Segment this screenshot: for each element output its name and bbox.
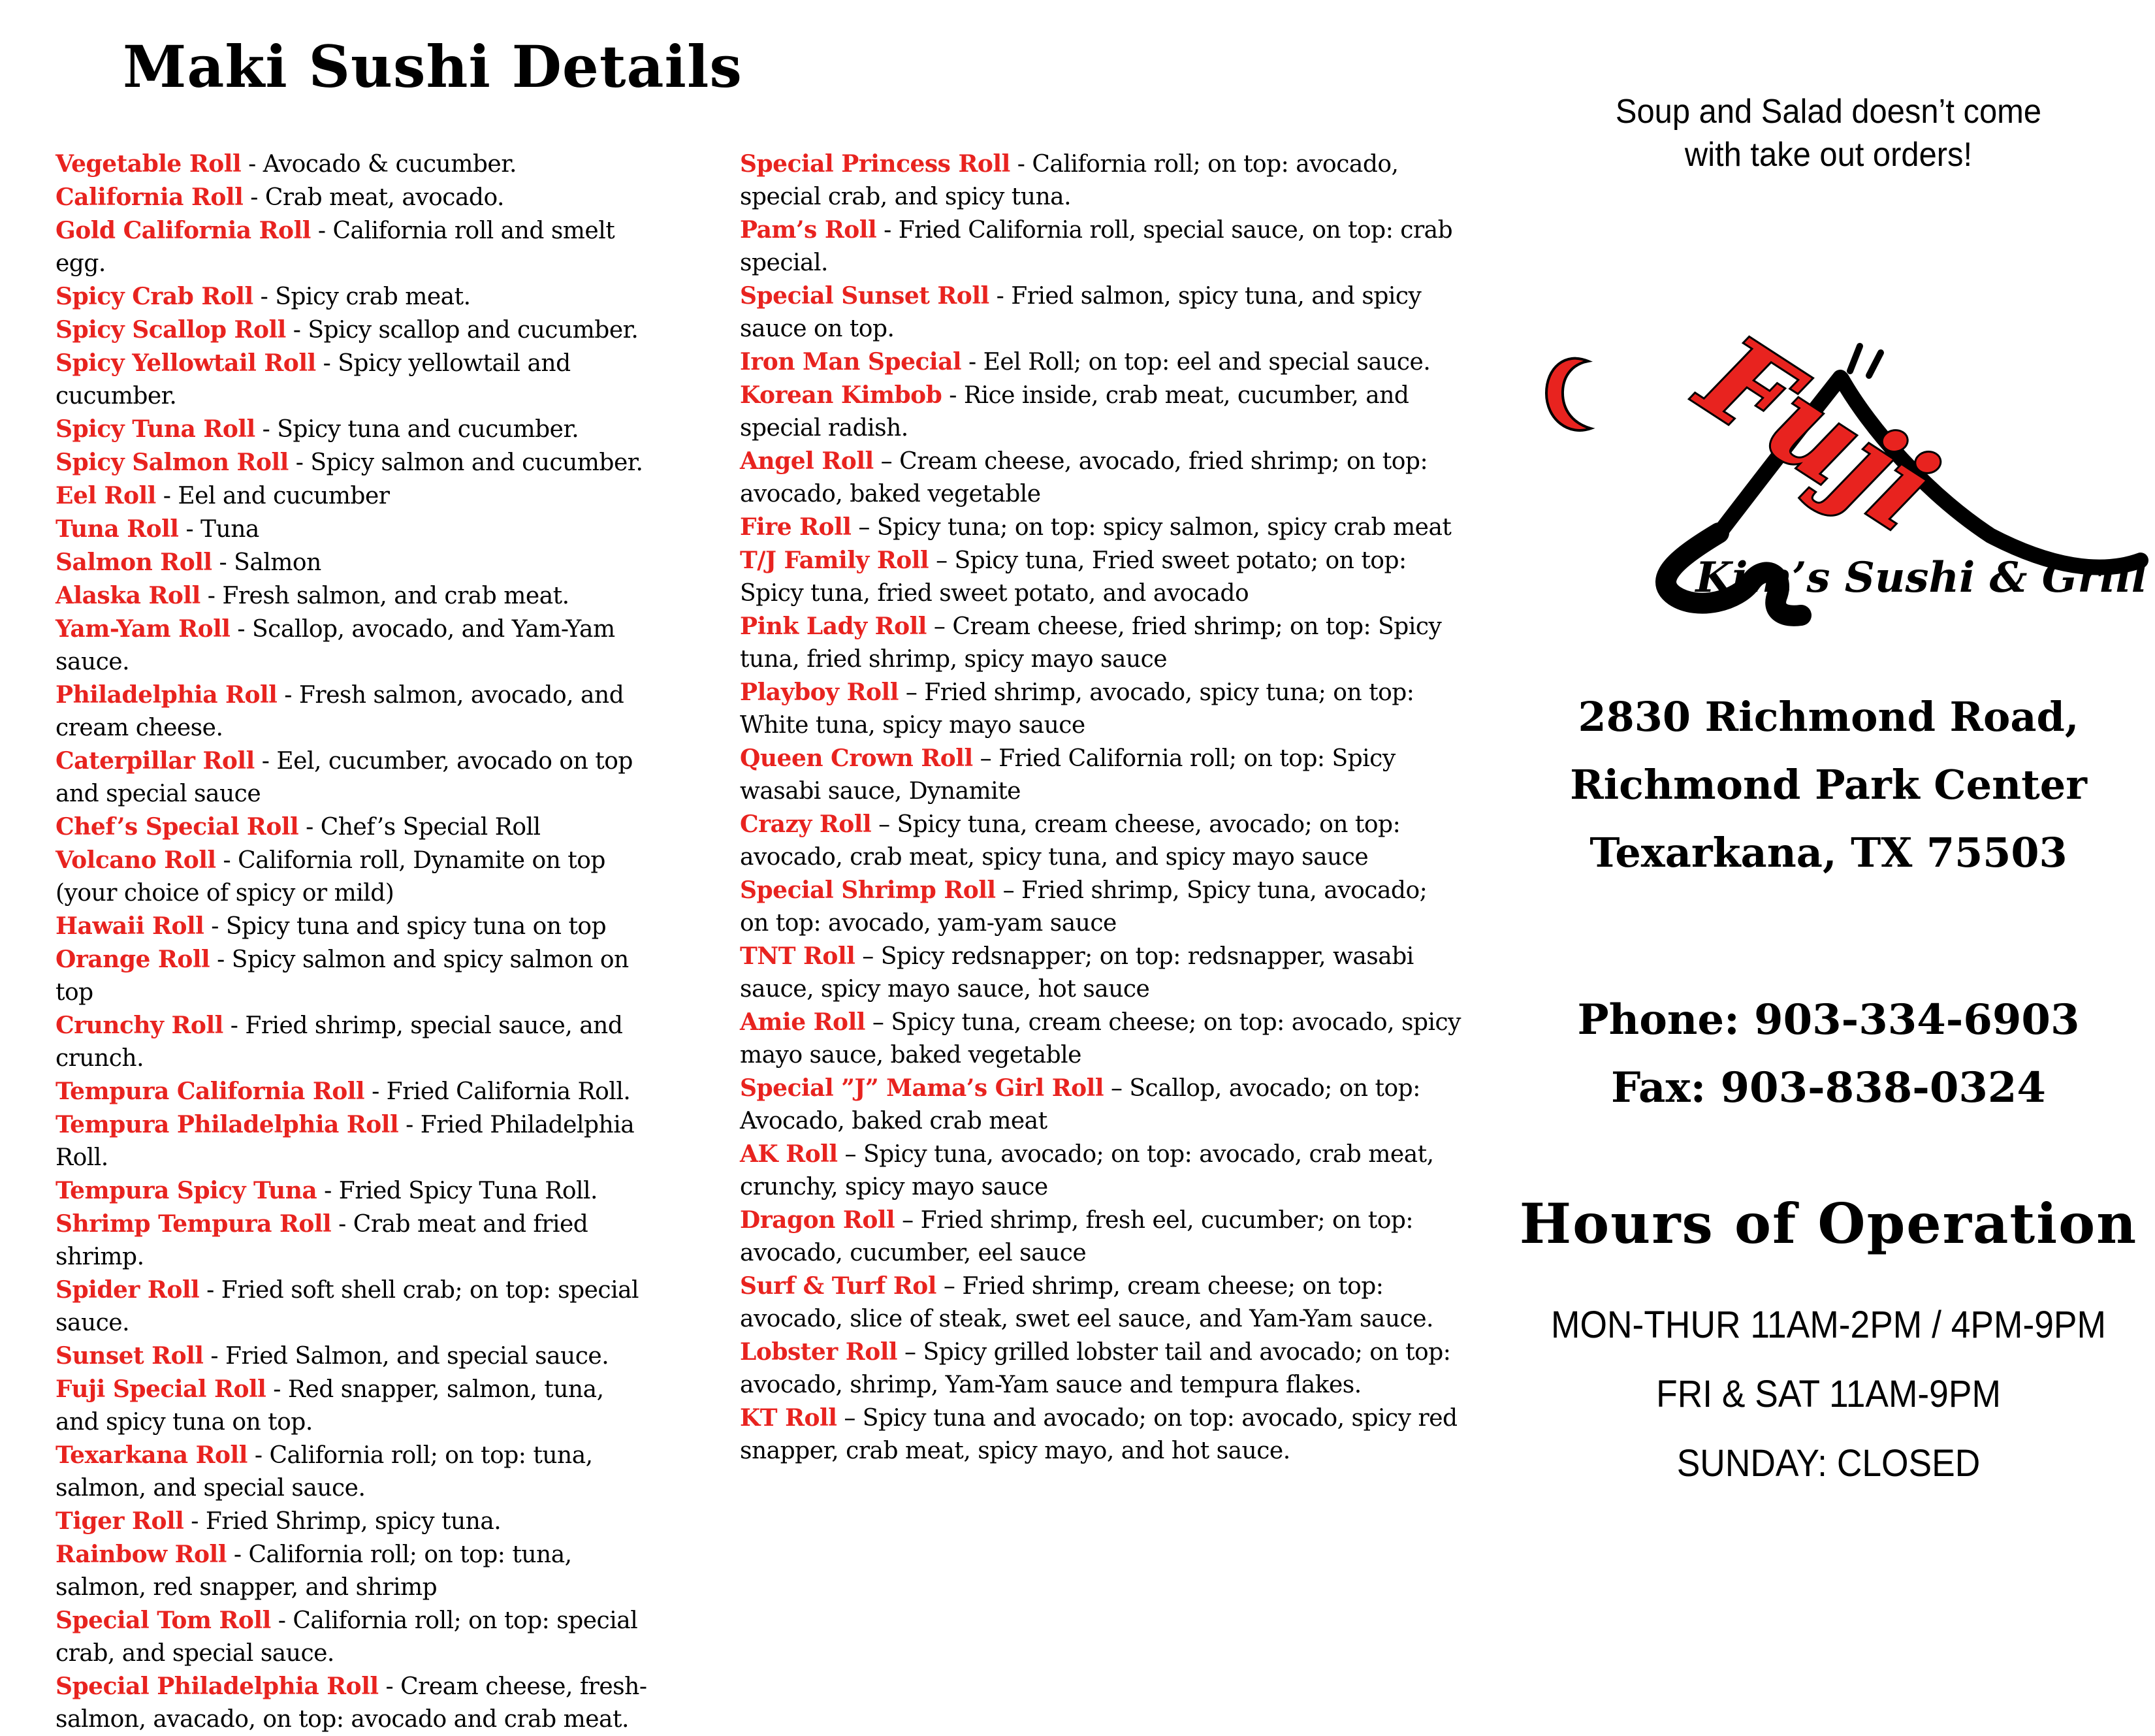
menu-item	[740, 1072, 1461, 1138]
roll-name: Tiger Roll	[56, 1507, 184, 1535]
menu-item	[56, 910, 653, 943]
menu-item	[56, 1538, 653, 1604]
roll-description: - California roll, Dynamite on top (your choice of spicy or mild)	[56, 847, 605, 907]
roll-description: – Fried shrimp, Spicy tuna, avocado; on top: avocado, yam-yam sauce	[740, 877, 1428, 937]
menu-item	[56, 811, 653, 844]
menu-item	[56, 513, 653, 546]
menu-item	[56, 1340, 653, 1373]
menu-item	[56, 313, 653, 347]
address-line: Richmond Park Center	[1570, 761, 2087, 809]
roll-name: Special Tom Roll	[56, 1607, 271, 1634]
page-title: Maki Sushi Details	[123, 33, 742, 101]
roll-name: Texarkana Roll	[56, 1441, 247, 1469]
menu-item	[740, 544, 1461, 610]
roll-name: Tempura Spicy Tuna	[56, 1177, 317, 1204]
roll-name: Tempura California Roll	[56, 1078, 365, 1105]
hours-line: MON-THUR 11AM-2PM / 4PM-9PM	[1551, 1304, 2106, 1346]
menu-item	[56, 214, 653, 280]
roll-name: Rainbow Roll	[56, 1541, 227, 1568]
roll-description: - Red snapper, salmon, tuna, and spicy tuna on top.	[56, 1376, 604, 1436]
menu-item	[56, 579, 653, 613]
roll-name: Fire Roll	[740, 513, 852, 541]
roll-name: Spicy Salmon Roll	[56, 449, 289, 476]
roll-description: - Eel Roll; on top: eel and special sauce.	[968, 349, 1431, 376]
roll-description: - Fresh salmon, and crab meat.	[207, 583, 569, 609]
menu-item	[56, 347, 653, 413]
roll-name: Alaska Roll	[56, 582, 200, 609]
roll-description: - Eel and cucumber	[163, 483, 390, 509]
menu-item	[740, 610, 1461, 676]
address-block	[1502, 683, 2155, 887]
roll-name: Playboy Roll	[740, 679, 899, 706]
roll-description: - California roll; on top: tuna, salmon, and special sauce.	[56, 1442, 593, 1502]
roll-description: - Crab meat and fried shrimp.	[56, 1211, 588, 1270]
menu-item	[56, 1009, 653, 1075]
roll-description: - Spicy crab meat.	[260, 283, 471, 310]
address-line: Texarkana, TX 75503	[1589, 829, 2067, 876]
menu-item	[740, 1204, 1461, 1270]
logo-brand-text: Fuji	[1678, 311, 1958, 558]
roll-name: Tuna Roll	[56, 515, 179, 543]
roll-description: – Fried shrimp, avocado, spicy tuna; on top: White tuna, spicy mayo sauce	[740, 679, 1414, 739]
roll-name: Eel Roll	[56, 482, 156, 509]
menu-item	[56, 745, 653, 811]
roll-name: Shrimp Tempura Roll	[56, 1210, 332, 1238]
menu-item	[56, 1373, 653, 1439]
takeout-notice: Soup and Salad doesn’t come with take out orders!	[1615, 93, 2042, 174]
menu-item	[56, 1274, 653, 1340]
maki-roll-list-left	[56, 148, 653, 1736]
roll-description: - Spicy scallop and cucumber.	[293, 317, 639, 344]
roll-name: Vegetable Roll	[56, 150, 242, 178]
menu-item	[740, 1336, 1461, 1402]
menu-item	[56, 943, 653, 1009]
roll-description: - Fried Salmon, and special sauce.	[210, 1343, 609, 1370]
menu-item	[740, 808, 1461, 874]
menu-item	[56, 1174, 653, 1208]
menu-item	[56, 679, 653, 745]
menu-item	[740, 511, 1461, 544]
fuji-logo	[1502, 280, 2155, 626]
roll-description: – Spicy tuna, cream cheese; on top: avocado, spicy mayo sauce, baked vegetable	[740, 1009, 1461, 1069]
roll-name: KT Roll	[740, 1404, 837, 1432]
roll-description: - Avocado & cucumber.	[248, 151, 517, 178]
menu-item	[740, 676, 1461, 742]
roll-name: Hawaii Roll	[56, 912, 204, 940]
roll-description: - Tuna	[185, 516, 259, 543]
roll-description: – Spicy redsnapper; on top: redsnapper, wasabi sauce, spicy mayo sauce, hot sauce	[740, 943, 1414, 1003]
roll-description: – Cream cheese, avocado, fried shrimp; on top: avocado, baked vegetable	[740, 448, 1428, 507]
roll-name: California Roll	[56, 184, 244, 211]
menu-item	[56, 1670, 653, 1736]
roll-description: – Spicy tuna and avocado; on top: avocado, spicy red snapper, crab meat, spicy mayo, and hot sauce.	[740, 1405, 1458, 1464]
roll-name: Tempura Philadelphia Roll	[56, 1111, 399, 1138]
roll-name: AK Roll	[740, 1140, 838, 1168]
fuji-logo-graphic	[1502, 280, 2155, 626]
roll-name: Surf & Turf Rol	[740, 1272, 936, 1300]
roll-name: Orange Roll	[56, 946, 210, 973]
roll-description: – Cream cheese, fried shrimp; on top: Spicy tuna, fried shrimp, spicy mayo sauce	[740, 613, 1442, 673]
roll-name: Crazy Roll	[740, 811, 872, 838]
roll-description: - Fried salmon, spicy tuna, and spicy sauce on top.	[740, 283, 1422, 342]
roll-name: Special Philadelphia Roll	[56, 1673, 379, 1700]
menu-item	[740, 148, 1461, 214]
roll-description: - Spicy yellowtail and cucumber.	[56, 350, 571, 410]
roll-description: - Fried shrimp, special sauce, and crunch.	[56, 1012, 623, 1072]
roll-description: - Spicy tuna and cucumber.	[262, 416, 579, 443]
roll-name: Special Shrimp Roll	[740, 876, 996, 904]
menu-item	[740, 280, 1461, 346]
menu-item	[740, 445, 1461, 511]
menu-item	[56, 1108, 653, 1174]
hours-line: SUNDAY: CLOSED	[1676, 1442, 1981, 1485]
crescent-icon	[1546, 359, 1591, 430]
menu-item	[740, 1402, 1461, 1468]
roll-description: - California roll and smelt egg.	[56, 217, 615, 277]
roll-description: – Spicy tuna, cream cheese, avocado; on top: avocado, crab meat, spicy tuna, and spicy mayo sauce	[740, 811, 1401, 871]
menu-item	[56, 844, 653, 910]
roll-name: Philadelphia Roll	[56, 681, 278, 709]
menu-item	[56, 280, 653, 313]
roll-name: Chef’s Special Roll	[56, 813, 299, 841]
roll-name: Sunset Roll	[56, 1342, 204, 1370]
roll-name: Iron Man Special	[740, 348, 962, 376]
roll-description: - Spicy salmon and spicy salmon on top	[56, 946, 629, 1006]
roll-name: Spider Roll	[56, 1276, 200, 1304]
roll-description: - Chef’s Special Roll	[306, 814, 541, 841]
address-line: 2830 Richmond Road,	[1578, 693, 2079, 741]
roll-description: – Fried shrimp, fresh eel, cucumber; on top: avocado, cucumber, eel sauce	[740, 1207, 1414, 1266]
roll-description: – Spicy tuna; on top: spicy salmon, spicy crab meat	[858, 514, 1452, 541]
menu-item	[56, 1208, 653, 1274]
roll-name: Special ”J” Mama’s Girl Roll	[740, 1074, 1104, 1102]
menu-item	[56, 181, 653, 214]
peak-tick-icon	[1869, 353, 1881, 376]
hours-block	[1528, 1291, 2129, 1498]
menu-item	[56, 613, 653, 679]
roll-description: – Fried shrimp, cream cheese; on top: avocado, slice of steak, swet eel sauce, and Yam-Yam sauce.	[740, 1273, 1433, 1332]
menu-item	[56, 1439, 653, 1505]
roll-name: Caterpillar Roll	[56, 747, 255, 775]
menu-item	[740, 1138, 1461, 1204]
peak-tick-icon	[1850, 346, 1860, 371]
roll-name: Pam’s Roll	[740, 216, 877, 244]
logo-tagline: Kim’s Sushi & Grill	[1695, 553, 2147, 602]
info-panel	[1502, 0, 2155, 1665]
roll-name: Queen Crown Roll	[740, 745, 973, 772]
roll-description: - Fried Spicy Tuna Roll.	[324, 1178, 598, 1204]
roll-name: Volcano Roll	[56, 846, 216, 874]
menu-item	[740, 1006, 1461, 1072]
roll-name: Special Princess Roll	[740, 150, 1010, 178]
roll-name: Salmon Roll	[56, 549, 212, 576]
contact-block	[1502, 986, 2155, 1122]
menu-item	[56, 546, 653, 579]
roll-description: – Fried California roll; on top: Spicy wasabi sauce, Dynamite	[740, 745, 1396, 805]
roll-description: - California roll; on top: special crab, and special sauce.	[56, 1607, 638, 1667]
menu-item	[740, 1270, 1461, 1336]
roll-name: Fuji Special Roll	[56, 1375, 266, 1403]
roll-description: - Scallop, avocado, and Yam-Yam sauce.	[56, 616, 615, 675]
roll-description: – Spicy tuna, Fried sweet potato; on top: Spicy tuna, fried sweet potato, and avocado	[740, 547, 1407, 607]
roll-name: Spicy Tuna Roll	[56, 415, 255, 443]
roll-description: - Crab meat, avocado.	[250, 184, 504, 211]
fax-number: Fax: 903-838-0324	[1611, 1063, 2046, 1112]
phone-number: Phone: 903-334-6903	[1577, 995, 2080, 1044]
roll-name: Spicy Scallop Roll	[56, 316, 286, 344]
roll-name: Spicy Yellowtail Roll	[56, 349, 316, 377]
roll-name: Crunchy Roll	[56, 1012, 223, 1039]
roll-name: Dragon Roll	[740, 1206, 895, 1234]
menu-item	[56, 479, 653, 513]
menu-item	[56, 1604, 653, 1670]
maki-roll-list-middle	[740, 148, 1461, 1468]
roll-name: T/J Family Roll	[740, 547, 929, 574]
menu-item	[56, 1505, 653, 1538]
roll-description: - Fried California roll, special sauce, on top: crab special.	[740, 217, 1453, 276]
roll-name: Spicy Crab Roll	[56, 283, 253, 310]
roll-name: Angel Roll	[740, 447, 874, 475]
menu-item	[740, 214, 1461, 280]
menu-item	[740, 874, 1461, 940]
roll-name: Yam-Yam Roll	[56, 615, 231, 643]
roll-description: - Fried Shrimp, spicy tuna.	[191, 1508, 502, 1535]
roll-name: Lobster Roll	[740, 1338, 898, 1366]
roll-description: - Cream cheese, fresh-salmon, avacado, on top: avocado and crab meat.	[56, 1673, 647, 1733]
hours-line: FRI & SAT 11AM-9PM	[1656, 1373, 2001, 1415]
roll-description: - Fried California Roll.	[372, 1078, 631, 1105]
roll-description: - Eel, cucumber, avocado on top and special sauce	[56, 748, 633, 807]
roll-name: Gold California Roll	[56, 217, 311, 244]
roll-name: Pink Lady Roll	[740, 613, 927, 640]
roll-name: TNT Roll	[740, 942, 855, 970]
roll-description: – Spicy grilled lobster tail and avocado; on top: avocado, shrimp, Yam-Yam sauce and tempura flakes.	[740, 1339, 1451, 1398]
roll-description: - Spicy salmon and cucumber.	[295, 449, 643, 476]
roll-description: - Salmon	[219, 549, 321, 576]
roll-name: Amie Roll	[740, 1008, 865, 1036]
menu-item	[740, 940, 1461, 1006]
menu-item	[740, 742, 1461, 808]
roll-description: - Spicy tuna and spicy tuna on top	[211, 913, 607, 940]
menu-item	[56, 446, 653, 479]
roll-description: – Scallop, avocado; on top: Avocado, baked crab meat	[740, 1075, 1420, 1134]
menu-item	[740, 346, 1461, 379]
hours-title: Hours of Operation	[1519, 1191, 2138, 1256]
menu-item	[56, 1075, 653, 1108]
roll-description: - Fresh salmon, avocado, and cream cheese.	[56, 682, 624, 741]
menu-item	[56, 413, 653, 446]
roll-description: - Fried soft shell crab; on top: special sauce.	[56, 1277, 639, 1336]
roll-description: - Rice inside, crab meat, cucumber, and special radish.	[740, 382, 1409, 442]
roll-description: - California roll; on top: avocado, special crab, and spicy tuna.	[740, 151, 1399, 210]
menu-item	[740, 379, 1461, 445]
roll-name: Special Sunset Roll	[740, 282, 989, 310]
roll-description: - California roll; on top: tuna, salmon, red snapper, and shrimp	[56, 1541, 572, 1601]
roll-name: Korean Kimbob	[740, 381, 942, 409]
roll-description: – Spicy tuna, avocado; on top: avocado, crab meat, crunchy, spicy mayo sauce	[740, 1141, 1434, 1200]
menu-item	[56, 148, 653, 181]
roll-description: - Fried Philadelphia Roll.	[56, 1112, 635, 1171]
